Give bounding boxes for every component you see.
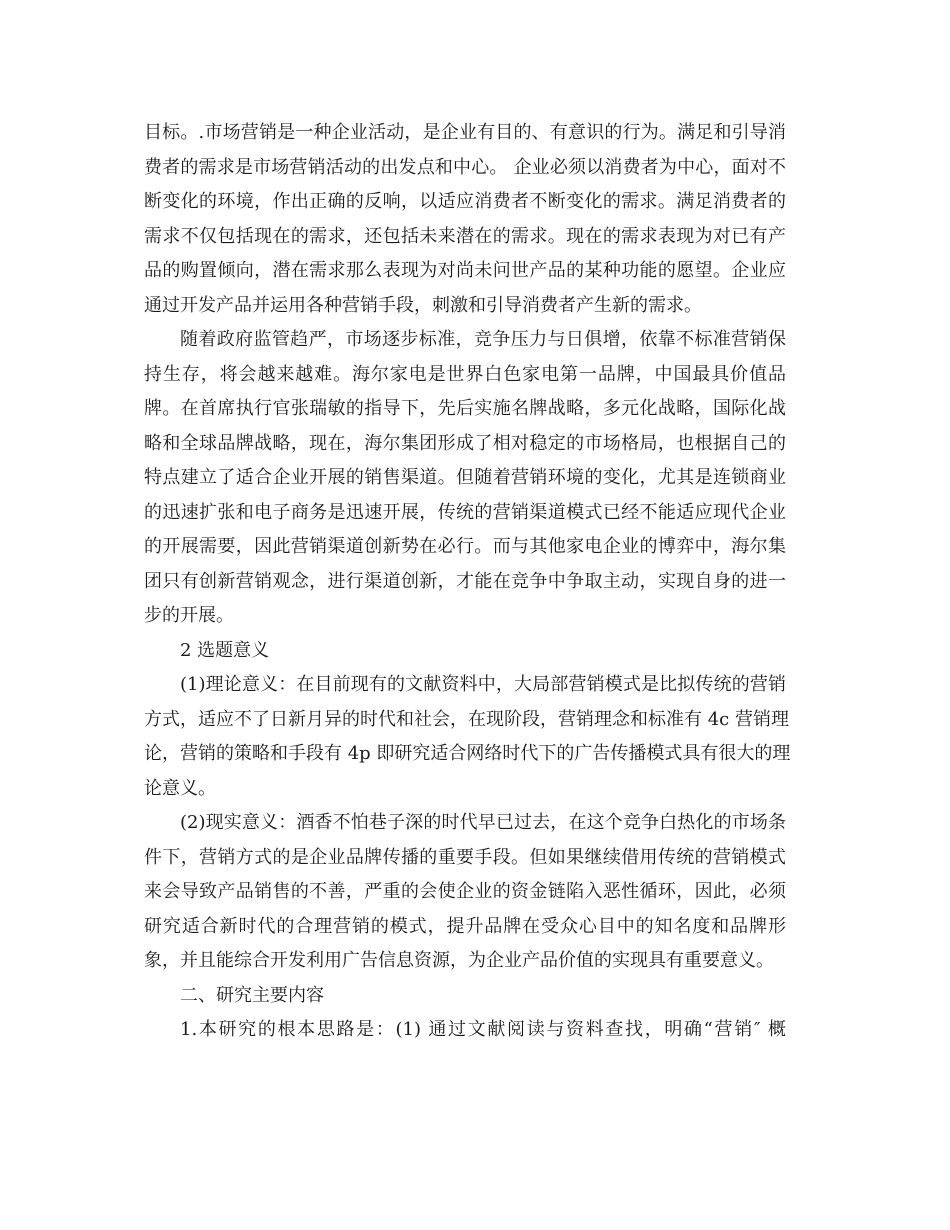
text-line: 象，并且能综合开发利用广告信息资源，为企业产品价值的实现具有重要意义。 (144, 950, 774, 971)
text-line: 略和全球品牌战略，现在，海尔集团形成了相对稳定的市场格局，也根据自己的 (144, 432, 786, 454)
text-line: 持生存，将会越来越难。海尔家电是世界白色家电第一品牌，中国最具价值品 (144, 363, 786, 385)
text-line: 来会导致产品销售的不善，严重的会使企业的资金链陷入恶性循环，因此，必须 (144, 881, 786, 902)
text-line: 需求不仅包括现在的需求，还包括未来潜在的需求。现在的需求表现为对已有产 (144, 225, 786, 247)
text-line: 断变化的环境，作出正确的反响，以适应消费者不断变化的需求。满足消费者的 (144, 191, 786, 212)
text-line: 论，营销的策略和手段有 4p 即研究适合网络时代下的广告传播模式具有很大的理 (144, 743, 791, 764)
text-line: 方式，适应不了日新月异的时代和社会，在现阶段，营销理念和标准有 4c 营销理 (144, 708, 789, 730)
text-line: 目标。.市场营销是一种企业活动，是企业有目的、有意识的行为。满足和引导消 (144, 122, 786, 143)
text-line: 1.本研究的根本思路是：(1) 通过文献阅读与资料查找，明确“营销″ 概 (180, 1019, 786, 1040)
text-line: 团只有创新营销观念，进行渠道创新，才能在竞争中争取主动，实现自身的进一 (144, 570, 786, 592)
document-page (144, 116, 791, 1048)
text-line: 特点建立了适合企业开展的销售渠道。但随着营销环境的变化，尤其是连锁商业 (144, 467, 786, 488)
text-line: 通过开发产品并运用各种营销手段，刺激和引导消费者产生新的需求。 (144, 294, 702, 316)
text-line: 牌。在首席执行官张瑞敏的指导下，先后实施名牌战略，多元化战略，国际化战 (144, 398, 786, 419)
text-line: 研究适合新时代的合理营销的模式，提升品牌在受众心目中的知名度和品牌形 (144, 915, 786, 937)
text-line: 论意义。 (144, 777, 216, 799)
text-line: 2 选题意义 (180, 639, 270, 661)
text-line: 二、研究主要内容 (180, 984, 324, 1006)
text-line: 件下，营销方式的是企业品牌传播的重要手段。但如果继续借用传统的营销模式 (144, 846, 786, 868)
text-line: (2)现实意义：酒香不怕巷子深的时代早已过去，在这个竞争白热化的市场条 (180, 812, 786, 833)
text-line: 品的购置倾向，潜在需求那么表现为对尚未问世产品的某种功能的愿望。企业应 (144, 260, 786, 281)
text-line: 步的开展。 (144, 605, 234, 626)
text-line: 的迅速扩张和电子商务是迅速开展，传统的营销渠道模式已经不能适应现代企业 (144, 501, 786, 523)
text-line: 随着政府监管趋严，市场逐步标准，竞争压力与日俱增，依靠不标准营销保 (180, 329, 786, 350)
text-line: 费者的需求是市场营销活动的出发点和中心。 企业必须以消费者为中心，面对不 (144, 156, 786, 178)
text-line: (1)理论意义：在目前现有的文献资料中，大局部营销模式是比拟传统的营销 (180, 674, 786, 695)
text-line: 的开展需要，因此营销渠道创新势在必行。而与其他家电企业的博弈中，海尔集 (144, 536, 786, 557)
